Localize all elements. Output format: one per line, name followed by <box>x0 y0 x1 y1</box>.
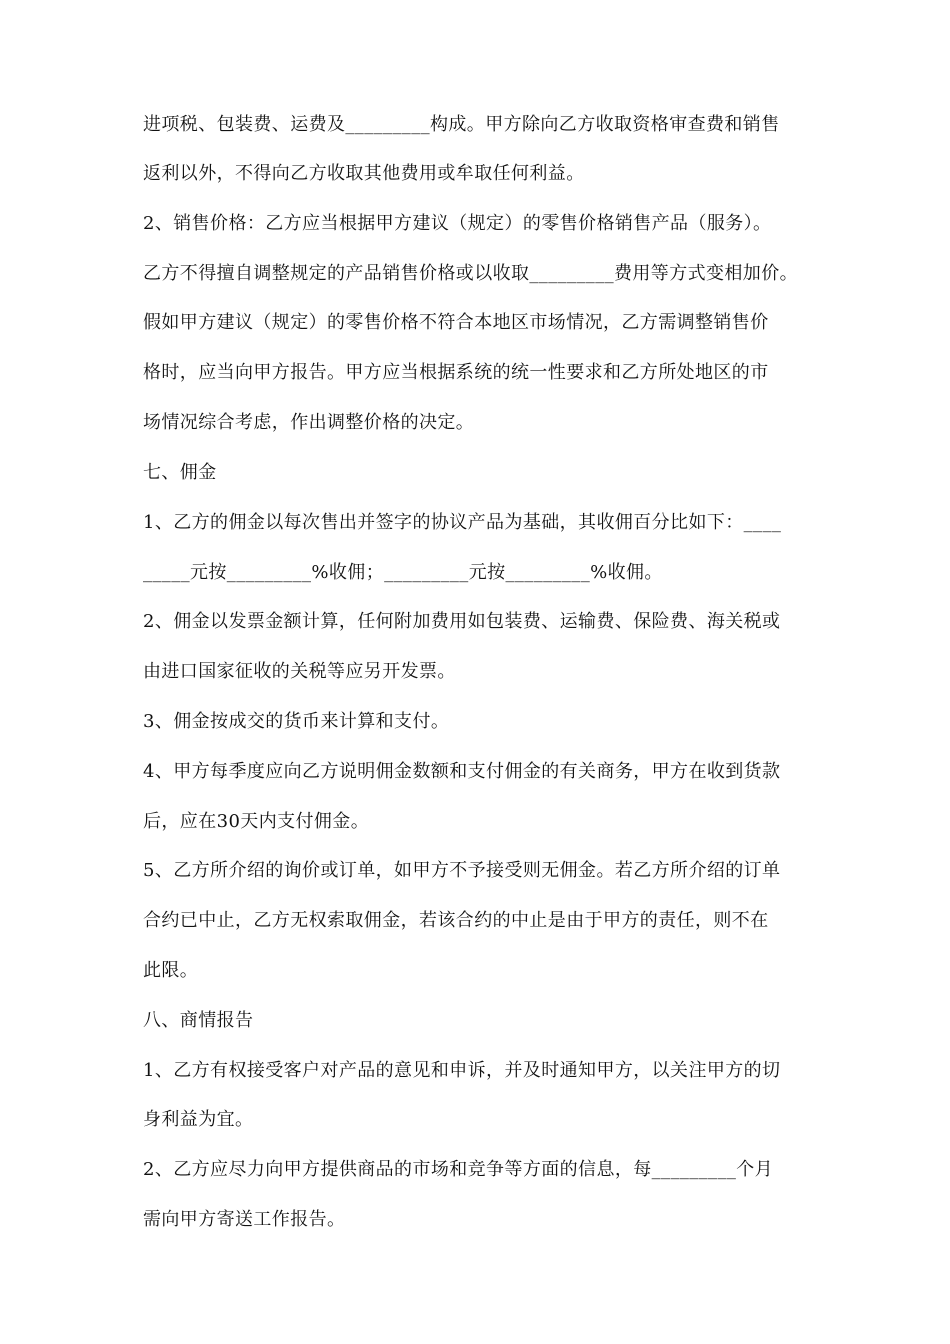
paragraph-line: 场情况综合考虑，作出调整价格的决定。 <box>143 412 475 433</box>
paragraph-line: 身利益为宜。 <box>143 1109 254 1130</box>
paragraph-line: 2、佣金以发票金额计算，任何附加费用如包装费、运输费、保险费、海关税或 <box>143 611 781 632</box>
section-heading: 八、商情报告 <box>143 1010 254 1031</box>
paragraph-line: 乙方不得擅自调整规定的产品销售价格或以收取_________费用等方式变相加价。 <box>143 263 798 284</box>
paragraph-line: 1、乙方有权接受客户对产品的意见和申诉，并及时通知甲方，以关注甲方的切 <box>143 1060 781 1081</box>
paragraph-line: 5、乙方所介绍的询价或订单，如甲方不予接受则无佣金。若乙方所介绍的订单 <box>143 860 781 881</box>
paragraph-line: 假如甲方建议（规定）的零售价格不符合本地区市场情况，乙方需调整销售价 <box>143 312 769 333</box>
paragraph-line: 2、乙方应尽力向甲方提供商品的市场和竞争等方面的信息，每_________个月 <box>143 1159 774 1180</box>
paragraph-line: 合约已中止，乙方无权索取佣金，若该合约的中止是由于甲方的责任，则不在 <box>143 910 769 931</box>
paragraph-line: 4、甲方每季度应向乙方说明佣金数额和支付佣金的有关商务，甲方在收到货款 <box>143 761 781 782</box>
paragraph-line: 后，应在30天内支付佣金。 <box>143 811 370 832</box>
paragraph-line: 需向甲方寄送工作报告。 <box>143 1209 346 1230</box>
paragraph-line: 此限。 <box>143 960 199 981</box>
paragraph-line: 由进口国家征收的关税等应另开发票。 <box>143 661 456 682</box>
paragraph-line: 1、乙方的佣金以每次售出并签字的协议产品为基础，其收佣百分比如下：____ <box>143 512 782 533</box>
paragraph-line: 3、佣金按成交的货币来计算和支付。 <box>143 711 450 732</box>
paragraph-line: 返利以外，不得向乙方收取其他费用或牟取任何利益。 <box>143 163 585 184</box>
section-heading: 七、佣金 <box>143 462 217 483</box>
paragraph-line: 格时，应当向甲方报告。甲方应当根据系统的统一性要求和乙方所处地区的市 <box>143 362 769 383</box>
paragraph-line: 2、销售价格：乙方应当根据甲方建议（规定）的零售价格销售产品（服务）。 <box>143 213 772 234</box>
paragraph-line: _____元按_________%收佣；_________元按_________%收佣。 <box>143 562 663 583</box>
paragraph-line: 进项税、包装费、运费及_________构成。甲方除向乙方收取资格审查费和销售 <box>143 114 780 135</box>
